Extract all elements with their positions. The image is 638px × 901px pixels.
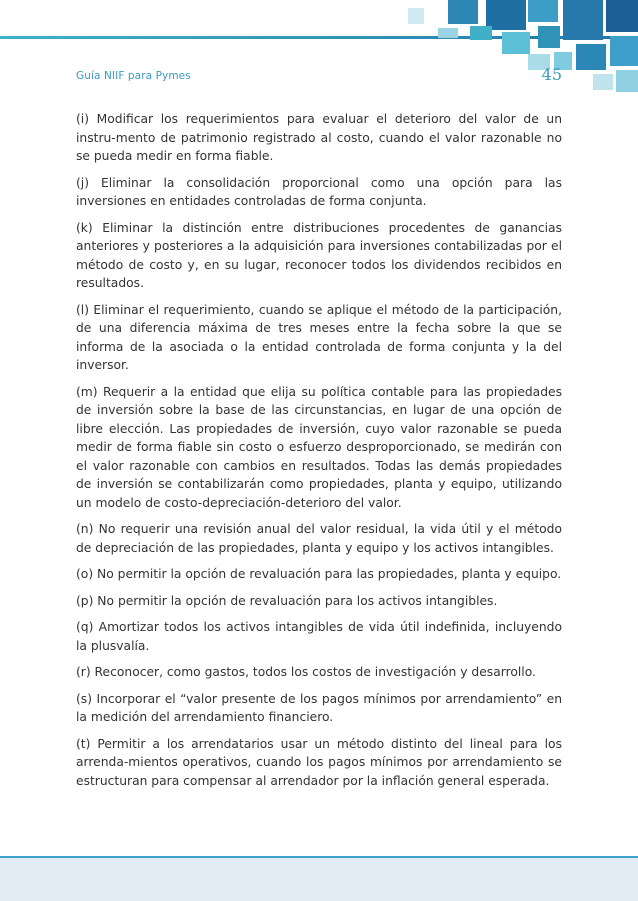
paragraph-t: (t) Permitir a los arrendatarios usar un método distinto del lineal para los arrenda-mientos operativos, cuando los pagos mínimos por arrendamiento se estructuran para compensar al arrendador por la inflación general esperada. xyxy=(76,736,562,788)
mosaic-square xyxy=(408,8,424,24)
paragraph-s: (s) Incorporar el “valor presente de los pagos mínimos por arrendamiento” en la medición del arrendamiento financiero. xyxy=(76,691,562,724)
paragraph-q: (q) Amortizar todos los activos intangibles de vida útil indefinida, incluyendo la plusvalía. xyxy=(76,620,562,653)
mosaic-square xyxy=(610,36,638,66)
page-number: 45 xyxy=(541,65,562,84)
mosaic-square xyxy=(606,0,638,32)
footer-band xyxy=(0,858,638,901)
header-decorative-mosaic xyxy=(378,0,638,100)
mosaic-square xyxy=(528,0,558,22)
mosaic-square xyxy=(486,0,526,30)
paragraph-m: (m) Requerir a la entidad que elija su política contable para las propiedades de inversión sobre la base de las circunstancias, en lugar de una opción de libre elección. Las propiedades de inversión, cuyo valor razonable se pueda medir de forma fiable sin costo o esfuerzo desproporcionado, se medirán con el valor razonable con cambios en resultados. Todas las demás propiedades de inversión se contabilizarán como propiedades, planta y equipo, utilizando un modelo de costo-depreciación-deterioro del valor. xyxy=(76,384,562,510)
mosaic-square xyxy=(616,70,638,92)
paragraph-i: (i) Modificar los requerimientos para evaluar el deterioro del valor de un instru-mento de patrimonio registrado al costo, cuando el valor razonable no se pueda medir en forma fiable. xyxy=(76,112,562,163)
paragraph-n: (n) No requerir una revisión anual del valor residual, la vida útil y el método de depreciación de las propiedades, planta y equipo y los activos intangibles. xyxy=(76,522,562,555)
paragraph-j: (j) Eliminar la consolidación proporcional como una opción para las inversiones en entidades controladas de forma conjunta. xyxy=(76,175,562,208)
running-title: Guía NIIF para Pymes xyxy=(76,70,191,82)
paragraph-k: (k) Eliminar la distinción entre distribuciones procedentes de ganancias anteriores y posteriores a la adquisición para inversiones contabilizadas por el método de costo y, en su lugar, reconocer todos los dividendos recibidos en resultados. xyxy=(76,220,562,290)
paragraph-r: (r) Reconocer, como gastos, todos los costos de investigación y desarrollo. xyxy=(76,665,536,679)
mosaic-square xyxy=(470,26,492,40)
mosaic-square xyxy=(593,74,613,90)
paragraph-o: (o) No permitir la opción de revaluación para las propiedades, planta y equipo. xyxy=(76,567,562,581)
mosaic-square xyxy=(502,32,530,54)
paragraph-p: (p) No permitir la opción de revaluación para los activos intangibles. xyxy=(76,593,498,608)
mosaic-square xyxy=(576,44,606,70)
mosaic-square xyxy=(563,0,603,40)
mosaic-square xyxy=(538,26,560,48)
body-text xyxy=(76,110,562,798)
mosaic-square xyxy=(448,0,478,24)
paragraph-l: (l) Eliminar el requerimiento, cuando se aplique el método de la participación, de una diferencia máxima de tres meses entre la fecha sobre la que se informa de la asociada o la entidad controlada de forma conjunta y la del inversor. xyxy=(76,302,562,372)
mosaic-square xyxy=(438,28,458,38)
